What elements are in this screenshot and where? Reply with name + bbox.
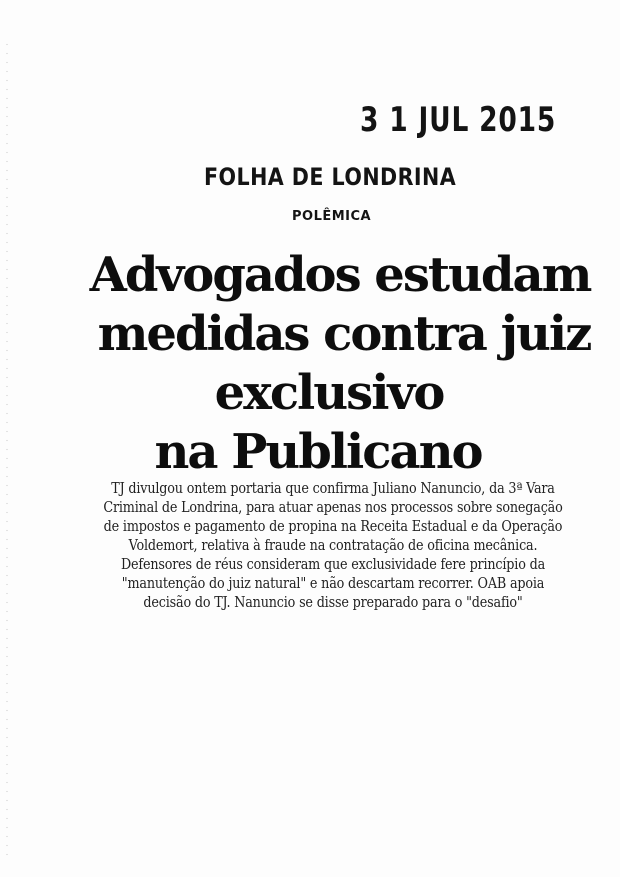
date-stamp: 3 1 JUL 2015	[360, 100, 557, 140]
lead-line: Criminal de Londrina, para atuar apenas nos processos sobre sonegação	[103, 500, 563, 516]
headline-line: exclusivo	[214, 365, 444, 421]
headline	[60, 246, 620, 482]
headline-line: Advogados estudam	[89, 247, 591, 303]
scan-edge-marks	[6, 40, 8, 860]
lead-line: Defensores de réus consideram que exclusividade fere princípio da	[120, 557, 546, 573]
lead-line: decisão do TJ. Nanuncio se disse preparado para o "desafio"	[143, 595, 523, 611]
lead-line: Voldemort, relativa à fraude na contratação de oficina mecânica.	[128, 538, 538, 554]
lead-line: TJ divulgou ontem portaria que confirma Juliano Nanuncio, da 3ª Vara	[111, 481, 555, 497]
headline-line: na Publicano	[154, 424, 482, 480]
lead-line: "manutenção do juiz natural" e não descartam recorrer. OAB apoia	[121, 576, 545, 592]
section-stamp: POLÊMICA	[292, 209, 372, 224]
source-stamp: FOLHA DE LONDRINA	[204, 163, 457, 191]
lead-line: de impostos e pagamento de propina na Receita Estadual e da Operação	[103, 519, 563, 535]
lead-paragraph	[50, 480, 616, 613]
headline-line: medidas contra juiz	[97, 306, 591, 362]
